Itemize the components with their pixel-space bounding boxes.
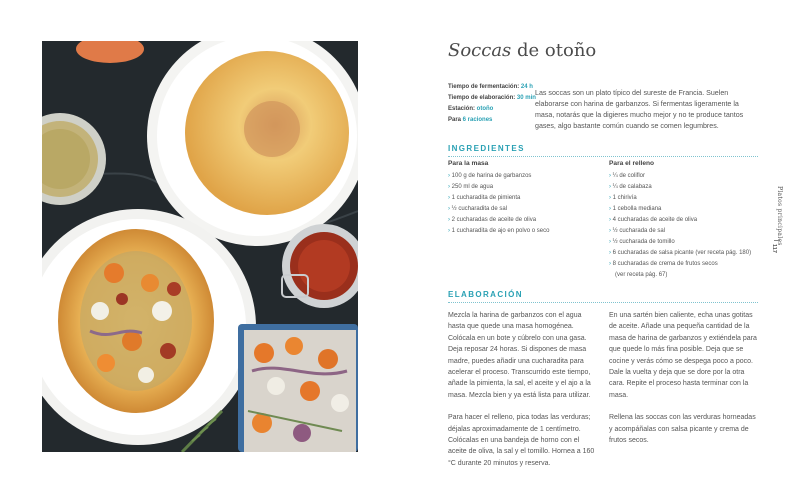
recipe-photo (42, 41, 358, 452)
meta-key: Tiempo de fermentación: (448, 84, 520, 90)
elaboration-col-1 (448, 310, 598, 480)
recipe-meta (448, 82, 536, 126)
list-item: › ¼ de coliflor (609, 171, 751, 182)
elaboration-paragraph: Mezcla la harina de garbanzos con el agua hasta que quede una masa homogénea. Colócala en un bote y cúbrelo con una gasa. Deja reposar 24 horas. Si dispones de masa madre, puedes añadir una cucharadita para acelerar el proceso. Transcurrido este tiempo, añade la pimienta, la sal, el aceite y el ajo a la masa. Mezcla bien y ya está lista para utilizar. (448, 312, 591, 399)
meta-value: 30 min (515, 95, 536, 101)
meta-value: otoño (475, 106, 494, 112)
list-item: › 1 chirivía (609, 193, 751, 204)
list-item: › 4 cucharadas de aceite de oliva (609, 215, 751, 226)
elaboration-heading: ELABORACIÓN (448, 290, 523, 299)
list-item: › ½ cucharada de sal (609, 226, 751, 237)
relleno-title: Para el relleno (609, 160, 655, 167)
recipe-title-italic: Soccas (448, 40, 512, 61)
list-item: › 1 cucharadita de pimienta (448, 193, 549, 204)
ingredients-divider (448, 156, 758, 157)
elaboration-paragraph: Para hacer el relleno, pica todas las verduras; déjalas aproximadamente de 1 centímetro. Colócalas en una bandeja de horno con el aceite de oliva, la sal y el tomillo. Hornea a 160 °C durante 20 minutos y reserva. (448, 414, 595, 467)
meta-fermentation (448, 82, 533, 93)
meta-key: Tiempo de elaboración: (448, 95, 516, 101)
list-item: › ½ cucharadita de sal (448, 204, 549, 215)
recipe-title (448, 40, 596, 61)
meta-value: 24 h (519, 84, 533, 90)
ingredients-heading: INGREDIENTES (448, 144, 525, 153)
masa-title: Para la masa (448, 160, 489, 167)
elaboration-divider (448, 302, 758, 303)
list-item: › 1 cebolla mediana (609, 204, 751, 215)
list-item: › 2 cucharadas de aceite de oliva (448, 215, 549, 226)
meta-season (448, 104, 533, 115)
list-item: › ½ cucharada de tomillo (609, 237, 751, 248)
masa-list (448, 171, 549, 237)
recipe-title-rest: de otoño (511, 40, 597, 61)
meta-key: Estación: (448, 106, 476, 112)
elaboration-paragraph: En una sartén bien caliente, echa unas gotitas de aceite. Añade una pequeña cantidad de la masa de harina de garbanzos y extiéndela para que quede lo más fina posible. Deja que se cocine y verás cómo se despega poco a poco. Dale la vuelta y deja que se dore por la otra cara. Repite el proceso hasta terminar con la masa. (609, 312, 757, 399)
list-item: (ver receta pág. 67) (615, 272, 668, 278)
relleno-list (609, 171, 751, 281)
meta-value: 6 raciones (461, 117, 493, 123)
page-number: 117 (771, 244, 777, 253)
meta-key: Para (448, 117, 462, 123)
elaboration-paragraph: Rellena las soccas con las verduras horneadas y acompáñalas con salsa picante y crema de frutos secos. (609, 414, 756, 445)
recipe-intro: Las soccas son un plato típico del sureste de Francia. Suelen elaborarse con harina de garbanzos. Si fermentas ligeramente la masa, notarás que la digieres mucho mejor y no te produce tantos gases, algo bastante común cuando se comen legumbres. (535, 89, 744, 131)
list-item: › ¼ de calabaza (609, 182, 751, 193)
running-head-divider (774, 240, 780, 241)
list-item: › 8 cucharadas de crema de frutos secos (609, 259, 751, 270)
section-running-head: Platos principales (776, 186, 783, 246)
list-item: › 100 g de harina de garbanzos (448, 171, 549, 182)
list-item: › 1 cucharadita de ajo en polvo o seco (448, 226, 549, 237)
meta-elaboration (448, 93, 536, 104)
meta-servings (448, 115, 533, 126)
list-item: › 6 cucharadas de salsa picante (ver receta pág. 180) (609, 248, 751, 259)
list-item: › 250 ml de agua (448, 182, 549, 193)
elaboration-col-2 (609, 310, 759, 457)
